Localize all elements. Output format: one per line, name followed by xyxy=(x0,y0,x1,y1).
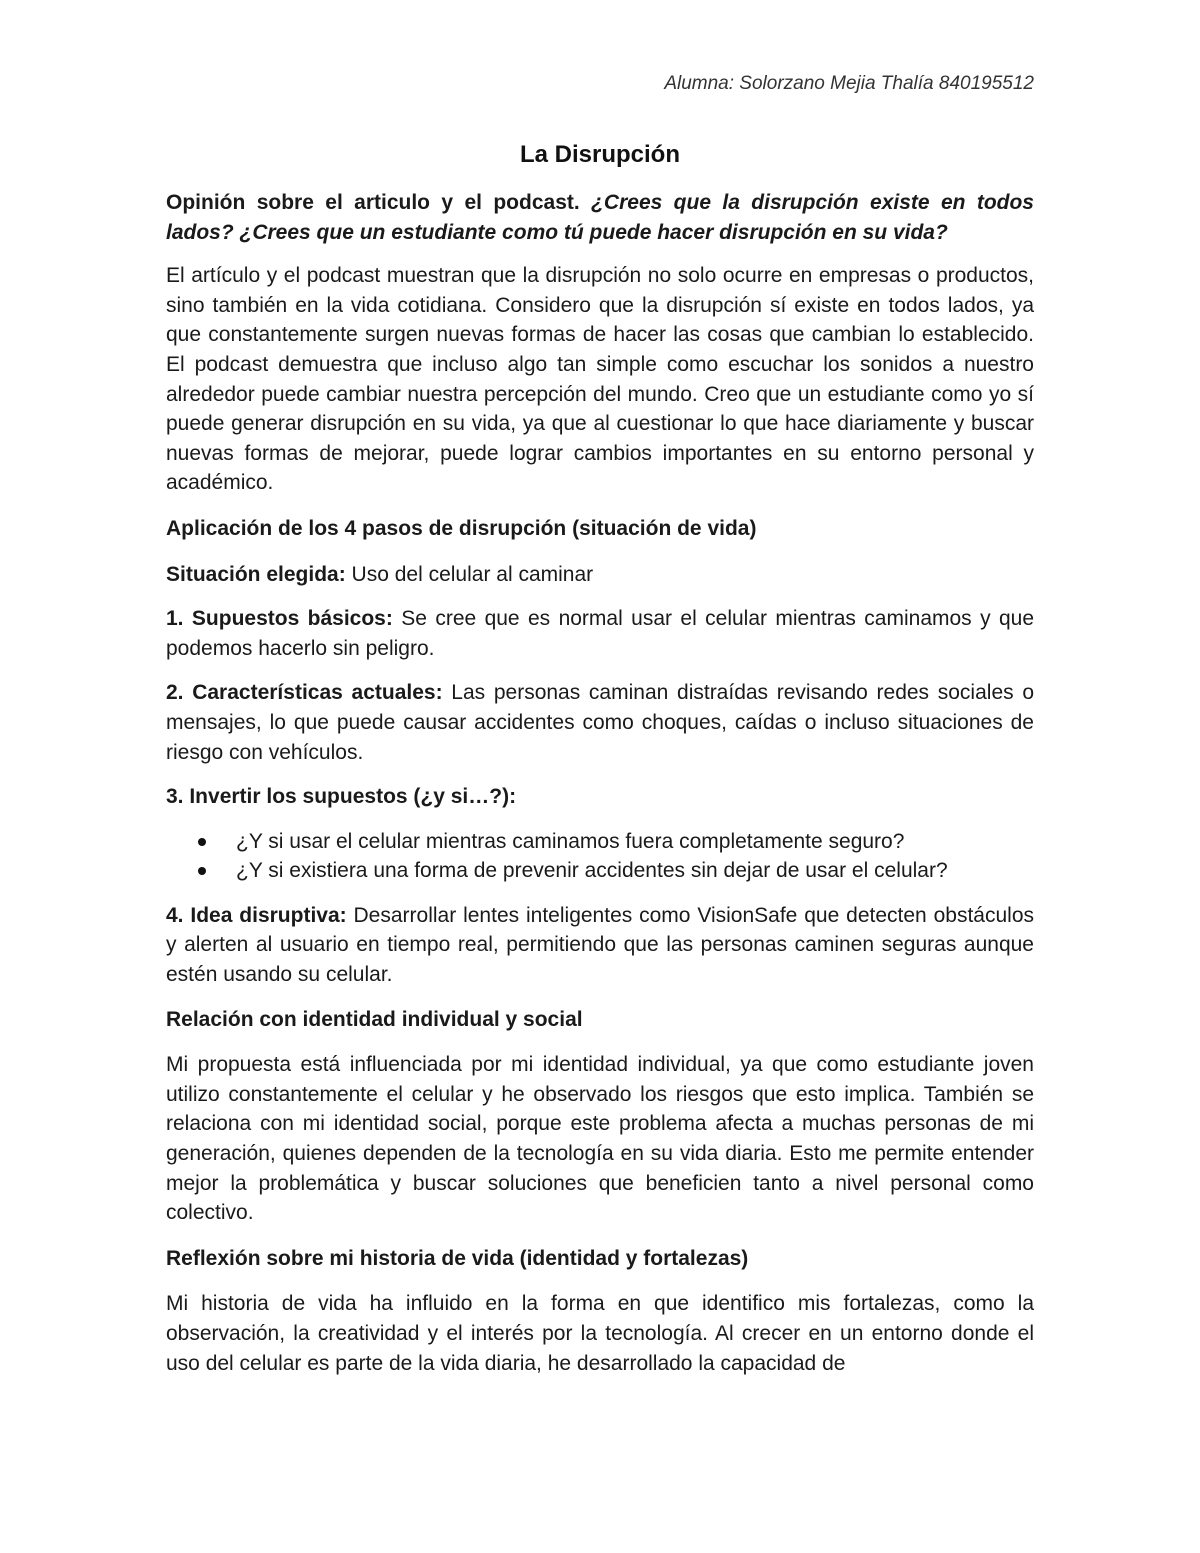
reflection-paragraph: Mi historia de vida ha influido en la forma en que identifico mis fortalezas, como la observación, la creatividad y el interés por la tecnología. Al crecer en un entorno donde el uso del celular es parte de la vida diaria, he desarrollado la capacidad de xyxy=(166,1292,1034,1375)
question-italic: ¿Crees que la disrupción existe en todos lados? ¿Crees que un estudiante como tú puede hacer disrupción en su vida? xyxy=(166,191,1034,244)
identity-heading: Relación con identidad individual y social xyxy=(166,1007,583,1031)
application-heading: Aplicación de los 4 pasos de disrupción (situación de vida) xyxy=(166,516,757,540)
question-prompt xyxy=(166,188,1034,247)
step-2-label: 2. Características actuales: xyxy=(166,681,443,705)
document-page xyxy=(166,0,1034,1553)
list-item xyxy=(236,827,1034,857)
list-item xyxy=(236,856,1034,886)
bullet-icon xyxy=(198,838,206,846)
step-2-text: Las personas caminan distraídas revisando redes sociales o mensajes, lo que puede causar accidentes como choques, caídas o incluso situaciones de riesgo con vehículos. xyxy=(166,681,1035,764)
document-title: La Disrupción xyxy=(519,141,681,168)
situation-line xyxy=(166,560,1034,590)
step-1-text: Se cree que es normal usar el celular mientras caminamos y que podemos hacerlo sin peligro. xyxy=(166,607,1035,660)
document-body xyxy=(166,188,1034,1394)
author-header: Alumna: Solorzano Mejia Thalía 840195512 xyxy=(664,73,1034,94)
opinion-paragraph: El artículo y el podcast muestran que la disrupción no solo ocurre en empresas o productos, sino también en la vida cotidiana. Considero que la disrupción sí existe en todos lados, ya que constantemente surgen nuevas formas de hacer las cosas que cambian lo establecido. El podcast demuestra que incluso algo tan simple como escuchar los sonidos a nuestro alrededor puede cambiar nuestra percepción del mundo. Creo que un estudiante como yo sí puede generar disrupción en su vida, ya que al cuestionar lo que hace diariamente y buscar nuevas formas de mejorar, puede lograr cambios importantes en su entorno personal y académico. xyxy=(166,264,1034,495)
step-4-label: 4. Idea disruptiva: xyxy=(166,903,347,927)
step-3 xyxy=(166,782,1034,812)
reflection-heading: Reflexión sobre mi historia de vida (identidad y fortalezas) xyxy=(166,1246,749,1270)
step-3-bullet-list xyxy=(166,827,1034,886)
bullet-icon xyxy=(198,867,206,875)
question-bold: Opinión sobre el articulo y el podcast. xyxy=(166,191,580,214)
situation-text: Uso del celular al caminar xyxy=(345,562,594,586)
bullet-text: ¿Y si existiera una forma de prevenir accidentes sin dejar de usar el celular? xyxy=(236,859,948,883)
step-2 xyxy=(166,678,1034,767)
situation-label: Situación elegida: xyxy=(166,562,346,586)
bullet-text: ¿Y si usar el celular mientras caminamos fuera completamente seguro? xyxy=(236,829,905,853)
identity-paragraph: Mi propuesta está influenciada por mi identidad individual, ya que como estudiante joven utilizo constantemente el celular y he observado los riesgos que esto implica. También se relaciona con mi identidad social, porque este problema afecta a muchas personas de mi generación, quienes dependen de la tecnología en su vida diaria. Esto me permite entender mejor la problemática y buscar soluciones que beneficien tanto a nivel personal como colectivo. xyxy=(166,1053,1034,1225)
step-4 xyxy=(166,901,1034,990)
step-3-label: 3. Invertir los supuestos (¿y si…?): xyxy=(166,785,517,809)
step-1-label: 1. Supuestos básicos: xyxy=(166,607,393,631)
step-1 xyxy=(166,604,1034,663)
step-4-text: Desarrollar lentes inteligentes como VisionSafe que detecten obstáculos y alerten al usuario en tiempo real, permitiendo que las personas caminen seguras aunque estén usando su celular. xyxy=(166,903,1034,987)
